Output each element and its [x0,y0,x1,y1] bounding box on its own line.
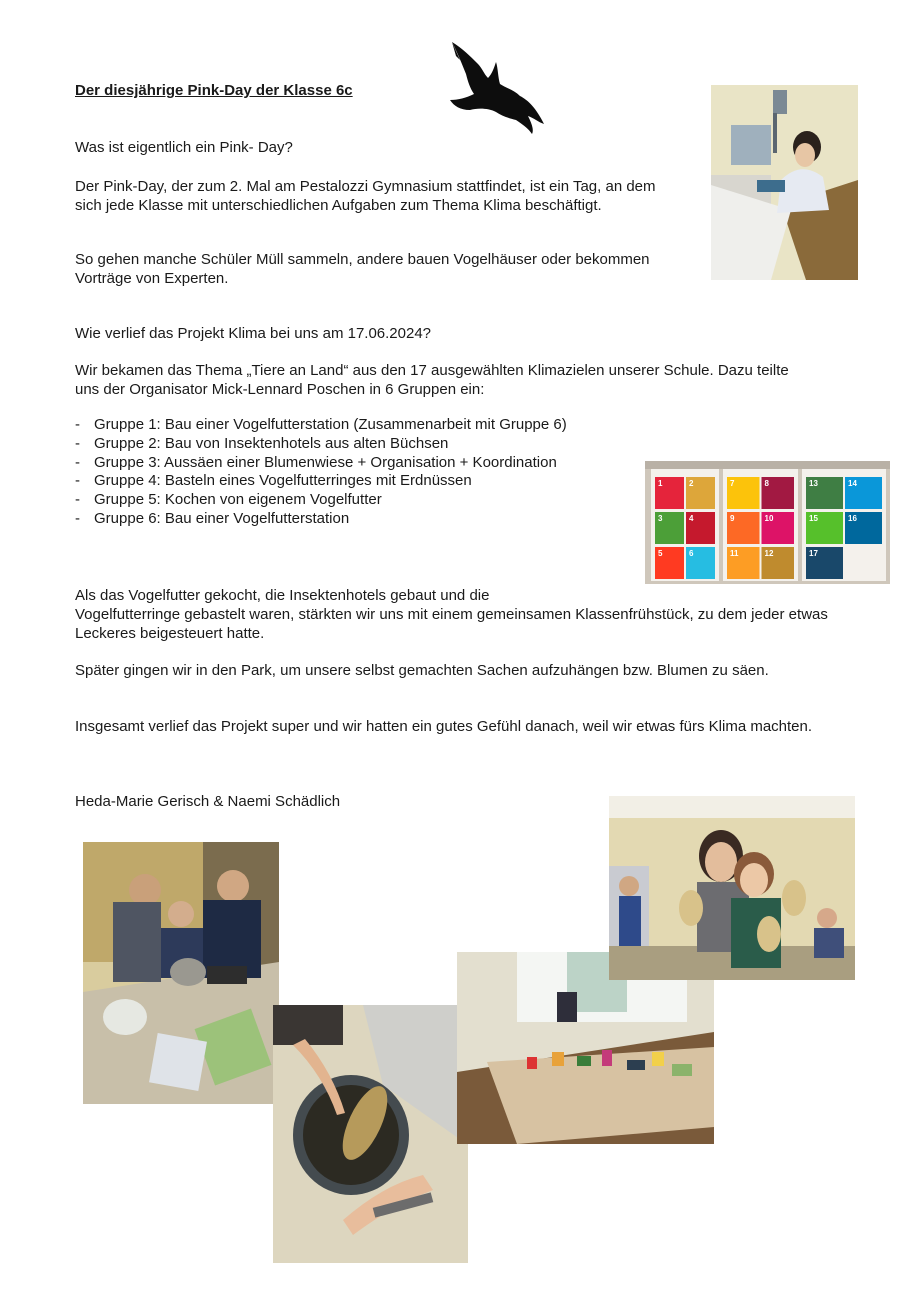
list-item: - Gruppe 3: Aussäen einer Blumenwiese + Organisation + Koordination [75,454,635,473]
photo-class-breakfast [457,952,714,1144]
sdg-tile-number: 10 [764,514,774,523]
article-title: Der diesjährige Pink-Day der Klasse 6c [75,82,353,99]
question-what-is-pink-day: Was ist eigentlich ein Pink- Day? [75,139,293,156]
photo-pot-stirring [273,1005,468,1263]
sdg-tile-number: 1 [658,479,663,488]
sdg-tile-number: 9 [730,514,735,523]
sdg-tile-number: 15 [809,514,818,523]
sdg-tile-number: 7 [730,479,735,488]
list-item: - Gruppe 1: Bau einer Vogelfutterstation (Zusammenarbeit mit Gruppe 6) [75,416,635,435]
authors: Heda-Marie Gerisch & Naemi Schädlich [75,793,341,810]
groups-list [75,416,635,529]
sdg-tile-number: 16 [848,514,857,523]
photo-girl-crafting [711,85,858,280]
paragraph-breakfast [75,586,835,643]
list-item: - Gruppe 2: Bau von Insektenhotels aus alten Büchsen [75,435,635,454]
list-item: - Gruppe 4: Basteln eines Vogelfutterringes mit Erdnüssen [75,472,635,491]
paragraph-conclusion: Insgesamt verlief das Projekt super und wir hatten ein gutes Gefühl danach, weil wir etwas fürs Klima machten. [75,718,813,735]
bird-silhouette-icon [448,38,548,136]
sdg-tile-number: 11 [730,549,739,558]
paragraph-park: Später gingen wir in den Park, um unsere selbst gemachten Sachen aufzuhängen bzw. Blumen zu säen. [75,662,769,679]
photo-boys-cooking [83,842,279,1104]
sdg-tile-number: 5 [658,549,663,558]
sdg-tile-number: 4 [689,514,694,523]
paragraph-activities: So gehen manche Schüler Müll sammeln, andere bauen Vogelhäuser oder bekommen Vorträge von Experten. [75,251,650,287]
sdg-tile-number: 2 [689,479,694,488]
paragraph-breakfast-line1: Als das Vogelfutter gekocht, die Insektenhotels gebaut und die [75,587,490,604]
sdg-tile-number: 13 [809,479,818,488]
list-item: - Gruppe 6: Bau einer Vogelfutterstation [75,510,635,529]
sdg-tile-number: 3 [658,514,663,523]
sdg-tile-number: 8 [764,479,769,488]
photo-girls-with-feeder-rings [609,796,855,980]
paragraph-topic: Wir bekamen das Thema „Tiere an Land“ aus den 17 ausgewählten Klimazielen unserer Schule. Dazu teilte uns der Organisator Mick-Lennard Poschen in 6 Gruppen ein: [75,362,789,398]
question-how-did-project-go: Wie verlief das Projekt Klima bei uns am 17.06.2024? [75,325,432,342]
sdg-tile-number: 17 [809,549,818,558]
sdg-tile-number: 14 [848,479,857,488]
sdg-tile-number: 12 [764,549,774,558]
paragraph-intro: Der Pink-Day, der zum 2. Mal am Pestalozzi Gymnasium stattfindet, ist ein Tag, an dem sich jede Klasse mit unterschiedlichen Aufgaben zum Thema Klima beschäftigt. [75,178,656,214]
paragraph-breakfast-rest: Vogelfutterringe gebastelt waren, stärkten wir uns mit einem gemeinsamen Klassenfrühstück, zu dem jeder etwas Leckeres beigesteuert hatte. [75,606,828,642]
photo-sdg-poster [645,461,890,584]
list-item: - Gruppe 5: Kochen von eigenem Vogelfutter [75,491,635,510]
sdg-tile-number: 6 [689,549,694,558]
